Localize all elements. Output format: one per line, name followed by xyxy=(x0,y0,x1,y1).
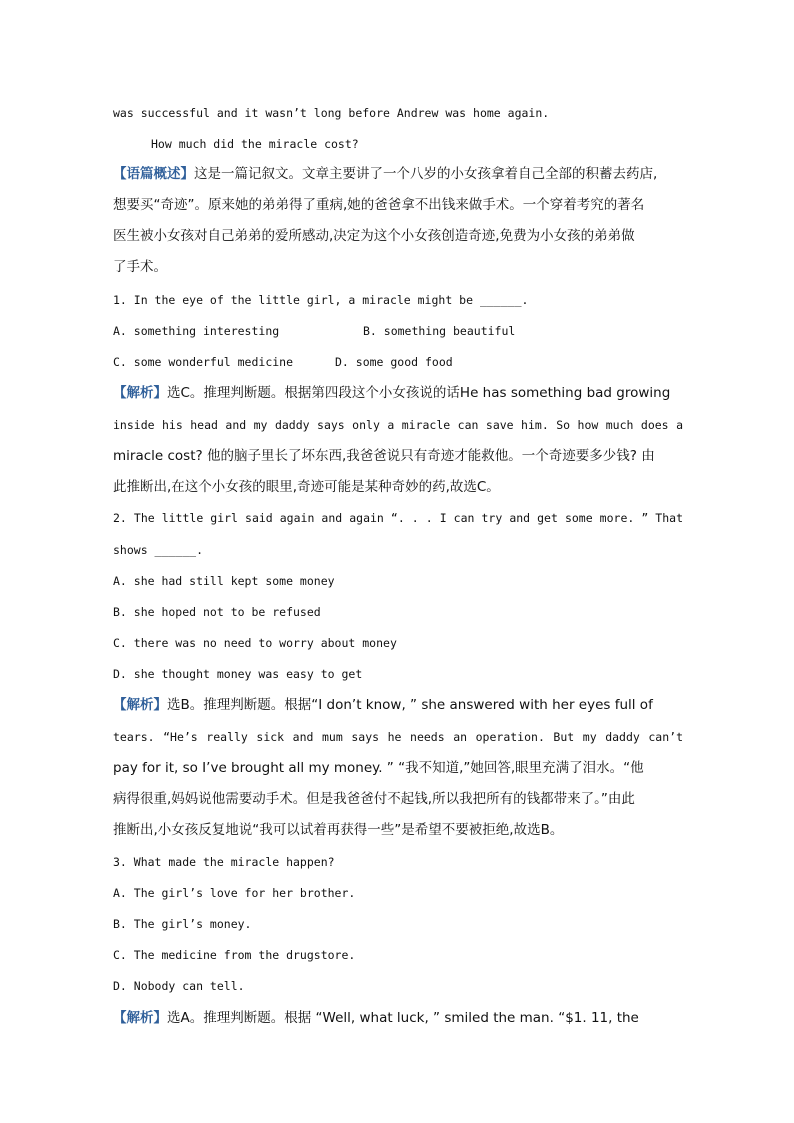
summary-paragraph-line-1 xyxy=(113,165,683,183)
question-2-analysis-line-1 xyxy=(113,696,683,714)
summary-tag: 【语篇概述】 xyxy=(113,166,194,182)
question-2-option-d: D. she thought money was easy to get xyxy=(113,667,363,681)
question-2-analysis-line-5: 推断出,小女孩反复地说“我可以试着再获得一些”是希望不要被拒绝,故选B。 xyxy=(113,822,564,838)
question-2-analysis-text-1: 选B。推理判断题。根据“I don’t know, ” she answered with her eyes full of xyxy=(167,697,653,713)
question-3-analysis-line-1 xyxy=(113,1009,683,1027)
question-2-option-b: B. she hoped not to be refused xyxy=(113,605,321,619)
question-3-option-b: B. The girl’s money. xyxy=(113,917,252,931)
question-1-analysis-line-2: inside his head and my daddy says only a miracle can save him. So how much does a xyxy=(113,418,683,432)
question-2-stem-line-1: 2. The little girl said again and again “. . . I can try and get some more. ” That xyxy=(113,511,683,525)
question-2-stem-line-2: shows ______. xyxy=(113,543,204,557)
summary-paragraph-line-3: 医生被小女孩对自己弟弟的爱所感动,决定为这个小女孩创造奇迹,免费为小女孩的弟弟做 xyxy=(113,228,635,244)
question-3-stem: 3. What made the miracle happen? xyxy=(113,855,335,869)
question-1-analysis-tag: 【解析】 xyxy=(113,385,167,401)
passage-end-line: was successful and it wasn’t long before Andrew was home again. xyxy=(113,106,550,120)
question-2-analysis-line-4: 病得很重,妈妈说他需要动手术。但是我爸爸付不起钱,所以我把所有的钱都带来了。”由此 xyxy=(113,791,635,807)
question-1-option-c: C. some wonderful medicine xyxy=(113,355,294,369)
question-1-option-b: B. something beautiful xyxy=(363,324,516,338)
question-2-analysis-line-2: tears. “He’s really sick and mum says he needs an operation. But my daddy can’t xyxy=(113,730,683,744)
summary-paragraph-line-2: 想要买“奇迹”。原来她的弟弟得了重病,她的爸爸拿不出钱来做手术。一个穿着考究的著名 xyxy=(113,197,645,213)
question-3-analysis-text-1: 选A。推理判断题。根据 “Well, what luck, ” smiled the man. “$1. 11, the xyxy=(167,1010,639,1026)
question-3-option-d: D. Nobody can tell. xyxy=(113,979,245,993)
summary-text-1: 这是一篇记叙文。文章主要讲了一个八岁的小女孩拿着自己全部的积蓄去药店, xyxy=(194,166,658,182)
question-1-option-a: A. something interesting xyxy=(113,324,280,338)
question-3-analysis-tag: 【解析】 xyxy=(113,1010,167,1026)
question-2-option-c: C. there was no need to worry about money xyxy=(113,636,397,650)
question-3-option-c: C. The medicine from the drugstore. xyxy=(113,948,356,962)
question-3-option-a: A. The girl’s love for her brother. xyxy=(113,886,356,900)
question-1-analysis-line-3: miracle cost? 他的脑子里长了坏东西,我爸爸说只有奇迹才能救他。一个奇迹要多少钱? 由 xyxy=(113,448,655,464)
question-1-options-cd xyxy=(113,353,683,371)
question-1-analysis-line-1 xyxy=(113,384,683,402)
question-1-analysis-line-4: 此推断出,在这个小女孩的眼里,奇迹可能是某种奇妙的药,故选C。 xyxy=(113,479,500,495)
question-2-analysis-tag: 【解析】 xyxy=(113,697,167,713)
passage-question-title: How much did the miracle cost? xyxy=(151,137,359,151)
question-1-options-ab xyxy=(113,322,683,340)
summary-paragraph-line-4: 了手术。 xyxy=(113,259,167,275)
question-1-stem: 1. In the eye of the little girl, a miracle might be ______. xyxy=(113,293,529,307)
question-2-option-a: A. she had still kept some money xyxy=(113,574,335,588)
question-1-analysis-text-1: 选C。推理判断题。根据第四段这个小女孩说的话He has something bad growing xyxy=(167,385,671,401)
question-1-option-d: D. some good food xyxy=(335,355,453,369)
question-2-analysis-line-3: pay for it, so I’ve brought all my money. ” “我不知道,”她回答,眼里充满了泪水。“他 xyxy=(113,760,644,776)
